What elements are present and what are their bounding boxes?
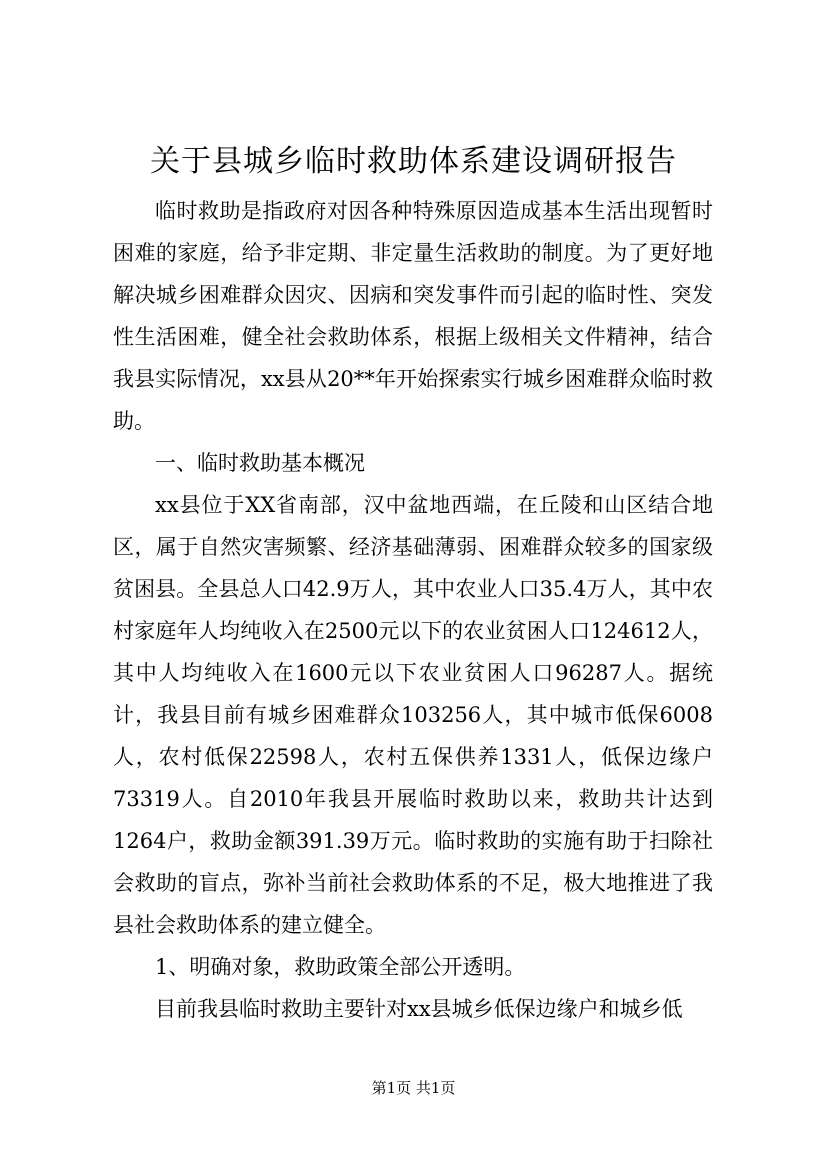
document-title: 关于县城乡临时救助体系建设调研报告 bbox=[150, 144, 677, 179]
subsection-heading-targets: 1、明确对象，救助政策全部公开透明。 bbox=[155, 955, 526, 979]
page-footer: 第1页 共1页 bbox=[371, 1079, 456, 1097]
document-body bbox=[113, 190, 713, 1030]
paragraph-overview: xx县位于XX省南部，汉中盆地西端，在丘陵和山区结合地区，属于自然灾害频繁、经济基础薄弱、困难群众较多的国家级贫困县。全县总人口42.9万人，其中农业人口35.4万人，其中农村家庭年人均纯收入在2500元以下的农业贫困人口124612人，其中人均纯收入在1600元以下农业贫困人口96287人。据统计，我县目前有城乡困难群众103256人，其中城市低保6008人，农村低保22598人，农村五保供养1331人，低保边缘户73319人。自2010年我县开展临时救助以来，救助共计达到1264户，救助金额391.39万元。临时救助的实施有助于扫除社会救助的盲点，弥补当前社会救助体系的不足，极大地推进了我县社会救助体系的建立健全。 bbox=[113, 493, 713, 937]
paragraph-intro: 临时救助是指政府对因各种特殊原因造成基本生活出现暂时困难的家庭，给予非定期、非定量生活救助的制度。为了更好地解决城乡困难群众因灾、因病和突发事件而引起的临时性、突发性生活困难，健全社会救助体系，根据上级相关文件精神，结合我县实际情况，xx县从20**年开始探索实行城乡困难群众临时救助。 bbox=[113, 199, 713, 433]
section-heading-overview: 一、临时救助基本概况 bbox=[155, 451, 365, 475]
paragraph-targets: 目前我县临时救助主要针对xx县城乡低保边缘户和城乡低 bbox=[155, 997, 683, 1021]
